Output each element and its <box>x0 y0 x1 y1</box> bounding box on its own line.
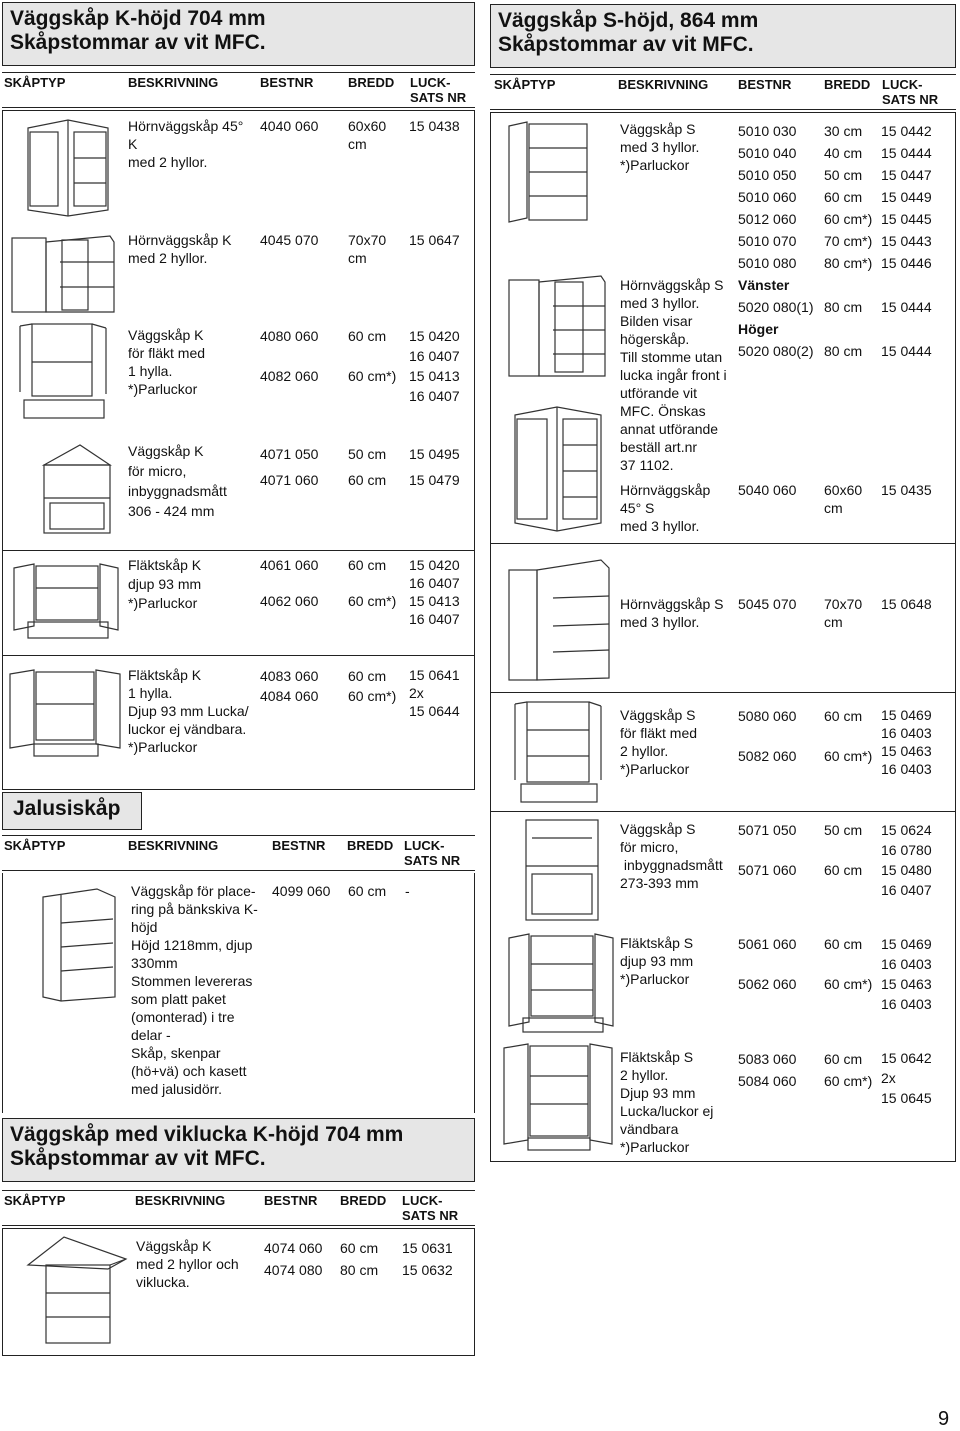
left-row6-desc: Fläktskåp K 1 hylla. Djup 93 mm Lucka/ luckor ej vändbara. *)Parluckor <box>128 667 249 755</box>
left-row3-luck: 15 0420 16 0407 15 0413 16 0407 <box>409 328 460 404</box>
jalusi-luck: - <box>405 883 410 899</box>
cabinet-illustration-micro-k <box>40 443 120 538</box>
vik-hdr-luck: LUCK- <box>402 1193 443 1208</box>
left-row1-desc: Hörnväggskåp 45° K med 2 hyllor. <box>128 118 244 170</box>
right-row7-desc: Fläktskåp S djup 93 mm *)Parluckor <box>620 935 694 987</box>
jal-hdr-bestnr: BESTNR <box>272 838 326 853</box>
right-row5-luck: 15 0469 16 0403 15 0463 16 0403 <box>881 707 932 777</box>
jal-hdr-bredd: BREDD <box>347 838 394 853</box>
r-hdr-skaptyp: SKÅPTYP <box>494 77 556 92</box>
left-row3-desc: Väggskåp K för fläkt med 1 hylla. *)Parluckor <box>128 327 206 397</box>
right-row2-bestnr-left: 5020 080(1) <box>738 299 814 315</box>
right-row6-luck: 15 0624 16 0780 15 0480 16 0407 <box>881 822 932 898</box>
right-row3-bredd: 60x60 cm <box>824 482 863 516</box>
right-row7-bestnr: 5061 060 5062 060 <box>738 936 797 992</box>
right-row4-bestnr: 5045 070 <box>738 596 797 612</box>
cabinet-illustration-vaggskap-s <box>505 120 610 225</box>
cabinet-illustration-fan-shelf-s <box>500 1042 615 1157</box>
jal-hdr-luck: LUCK- <box>404 838 445 853</box>
right-row2-desc: Hörnväggskåp S med 3 hyllor. Bilden visar högerskåp. Till stomme utan lucka ingår front i utförande vit MFC. Önskas annat utförande beställ art.nr 37 1102. <box>620 277 727 473</box>
hdr-satsnr: SATS NR <box>410 90 467 105</box>
cabinet-illustration-micro-s <box>520 818 610 926</box>
right-row1-bestnr: 5010 030 5010 040 5010 050 5010 060 5012 060 5010 070 5010 080 <box>738 123 797 271</box>
right-column-header <box>490 74 956 110</box>
left-row1-bestnr: 4040 060 <box>260 118 319 134</box>
right-row8-luck: 15 0642 2x 15 0645 <box>881 1050 932 1106</box>
jalusi-section-title: Jalusiskåp <box>2 792 142 830</box>
left-section-title <box>2 2 475 66</box>
cabinet-illustration-fan-cabinet-s <box>505 930 615 1040</box>
left-row1-bredd: 60x60 cm <box>348 118 387 152</box>
right-row3-desc: Hörnväggskåp 45° S med 3 hyllor. <box>620 482 711 534</box>
hdr-bredd: BREDD <box>348 75 395 90</box>
left-row3-bredd: 60 cm 60 cm*) <box>348 328 397 384</box>
right-row2-bredd-left: 80 cm <box>824 299 863 315</box>
jalusi-column-header <box>2 835 475 871</box>
cabinet-illustration-corner45-k <box>18 118 118 218</box>
r-hdr-beskrivning: BESKRIVNING <box>618 77 709 92</box>
jal-hdr-skaptyp: SKÅPTYP <box>4 838 66 853</box>
jal-hdr-satsnr: SATS NR <box>404 853 461 868</box>
r-hdr-satsnr: SATS NR <box>882 92 939 107</box>
right-row4-bredd: 70x70 cm <box>824 596 863 630</box>
left-row4-bestnr: 4071 050 4071 060 <box>260 446 319 488</box>
right-row7-bredd: 60 cm 60 cm*) <box>824 936 873 992</box>
right-row4-luck: 15 0648 <box>881 596 932 612</box>
jalusi-desc: Väggskåp för place- ring på bänkskiva K- höjd Höjd 1218mm, djup 330mm Stommen levereras som platt paket (omonterad) i tre delar - Skåp, skenpar (hö+vä) och kasett med jalusidörr. <box>131 883 258 1097</box>
cabinet-illustration-corner-k <box>10 232 120 317</box>
cabinet-illustration-fan-shelf-k <box>8 668 123 768</box>
cabinet-illustration-viklucka <box>18 1235 128 1350</box>
left-row2-luck: 15 0647 <box>409 232 460 248</box>
left-row5-desc: Fläktskåp K djup 93 mm *)Parluckor <box>128 557 202 611</box>
jalusi-bredd: 60 cm <box>348 883 387 899</box>
right-divider-3 <box>490 811 956 812</box>
left-divider-1 <box>2 550 475 551</box>
left-title-line1: Väggskåp K-höjd 704 mm <box>10 7 266 30</box>
right-row8-desc: Fläktskåp S 2 hyllor. Djup 93 mm Lucka/luckor ej vändbara *)Parluckor <box>620 1049 714 1155</box>
viklucka-bestnr: 4074 060 4074 080 <box>264 1240 323 1278</box>
cabinet-illustration-corner-s <box>505 272 610 382</box>
left-row5-luck: 15 0420 16 0407 15 0413 16 0407 <box>409 557 460 627</box>
left-row2-bredd: 70x70 cm <box>348 232 387 266</box>
left-column-header <box>2 72 475 108</box>
right-row1-bredd: 30 cm 40 cm 50 cm 60 cm 60 cm*) 70 cm*) 80 cm*) <box>824 123 873 271</box>
vik-hdr-bestnr: BESTNR <box>264 1193 318 1208</box>
right-row1-desc: Väggskåp S med 3 hyllor. *)Parluckor <box>620 121 700 173</box>
right-row6-desc: Väggskåp S för micro, inbyggnadsmått 273-393 mm <box>620 821 723 891</box>
left-row2-bestnr: 4045 070 <box>260 232 319 248</box>
vik-hdr-skaptyp: SKÅPTYP <box>4 1193 66 1208</box>
vik-hdr-bredd: BREDD <box>340 1193 387 1208</box>
right-row1-luck: 15 0442 15 0444 15 0447 15 0449 15 0445 15 0443 15 0446 <box>881 123 932 271</box>
right-row3-bestnr: 5040 060 <box>738 482 797 498</box>
viklucka-column-header <box>2 1190 475 1226</box>
vik-hdr-satsnr: SATS NR <box>402 1208 459 1223</box>
right-section-title <box>490 4 956 68</box>
jal-hdr-beskrivning: BESKRIVNING <box>128 838 219 853</box>
page-number: 9 <box>938 1408 950 1430</box>
left-row4-luck: 15 0495 15 0479 <box>409 446 460 488</box>
right-row8-bestnr: 5083 060 5084 060 <box>738 1051 797 1089</box>
right-row5-bredd: 60 cm 60 cm*) <box>824 708 873 764</box>
cabinet-illustration-corner70-s <box>505 552 615 687</box>
viklucka-luck: 15 0631 15 0632 <box>402 1240 453 1278</box>
left-row2-desc: Hörnväggskåp K med 2 hyllor. <box>128 232 232 266</box>
right-divider-1 <box>490 543 956 544</box>
left-row5-bredd: 60 cm 60 cm*) <box>348 557 397 609</box>
viklucka-section-title <box>2 1118 475 1182</box>
right-row7-luck: 15 0469 16 0403 15 0463 16 0403 <box>881 936 932 1012</box>
right-row6-bestnr: 5071 050 5071 060 <box>738 822 797 878</box>
r-hdr-bestnr: BESTNR <box>738 77 792 92</box>
left-row5-bestnr: 4061 060 4062 060 <box>260 557 319 609</box>
right-row4-desc: Hörnväggskåp S med 3 hyllor. <box>620 596 724 630</box>
cabinet-illustration-fan-s <box>515 700 610 808</box>
left-row1-luck: 15 0438 <box>409 118 460 134</box>
right-row5-desc: Väggskåp S för fläkt med 2 hyllor. *)Parluckor <box>620 707 698 777</box>
right-row2-bredd-right: 80 cm <box>824 343 863 359</box>
viklucka-desc: Väggskåp K med 2 hyllor och viklucka. <box>136 1238 239 1290</box>
vik-hdr-beskrivning: BESKRIVNING <box>135 1193 226 1208</box>
left-row6-bestnr: 4083 060 4084 060 <box>260 668 319 704</box>
right-row3-luck: 15 0435 <box>881 482 932 498</box>
right-row2-left-label: Vänster <box>738 277 790 293</box>
viklucka-bredd: 60 cm 80 cm <box>340 1240 379 1278</box>
cabinet-illustration-jalusi <box>35 885 125 1005</box>
jalusi-bestnr: 4099 060 <box>272 883 331 899</box>
right-row5-bestnr: 5080 060 5082 060 <box>738 708 797 764</box>
cabinet-illustration-fan-cabinet-k <box>10 560 120 645</box>
cabinet-illustration-fan-k <box>20 322 120 427</box>
right-row2-bestnr-right: 5020 080(2) <box>738 343 814 359</box>
right-row2-right-label: Höger <box>738 321 779 337</box>
right-row2-luck-right: 15 0444 <box>881 343 932 359</box>
hdr-bestnr: BESTNR <box>260 75 314 90</box>
viklucka-title-line2: Skåpstommar av vit MFC. <box>10 1147 266 1170</box>
left-title-line2: Skåpstommar av vit MFC. <box>10 31 266 54</box>
right-row8-bredd: 60 cm 60 cm*) <box>824 1051 873 1089</box>
left-row4-desc: Väggskåp K för micro, inbyggnadsmått 306 - 424 mm <box>128 443 227 519</box>
right-divider-2 <box>490 692 956 693</box>
right-title-line1: Väggskåp S-höjd, 864 mm <box>498 9 759 32</box>
left-row6-bredd: 60 cm 60 cm*) <box>348 668 397 704</box>
left-row4-bredd: 50 cm 60 cm <box>348 446 387 488</box>
left-row3-bestnr: 4080 060 4082 060 <box>260 328 319 384</box>
hdr-luck: LUCK- <box>410 75 451 90</box>
r-hdr-luck: LUCK- <box>882 77 923 92</box>
r-hdr-bredd: BREDD <box>824 77 871 92</box>
left-divider-2 <box>2 655 475 656</box>
right-row2-luck-left: 15 0444 <box>881 299 932 315</box>
hdr-skaptyp: SKÅPTYP <box>4 75 66 90</box>
left-row6-luck: 15 0641 2x 15 0644 <box>409 667 460 719</box>
right-title-line2: Skåpstommar av vit MFC. <box>498 33 754 56</box>
viklucka-title-line1: Väggskåp med viklucka K-höjd 704 mm <box>10 1123 404 1146</box>
cabinet-illustration-corner45-s <box>505 405 610 535</box>
hdr-beskrivning: BESKRIVNING <box>128 75 219 90</box>
right-row6-bredd: 50 cm 60 cm <box>824 822 863 878</box>
